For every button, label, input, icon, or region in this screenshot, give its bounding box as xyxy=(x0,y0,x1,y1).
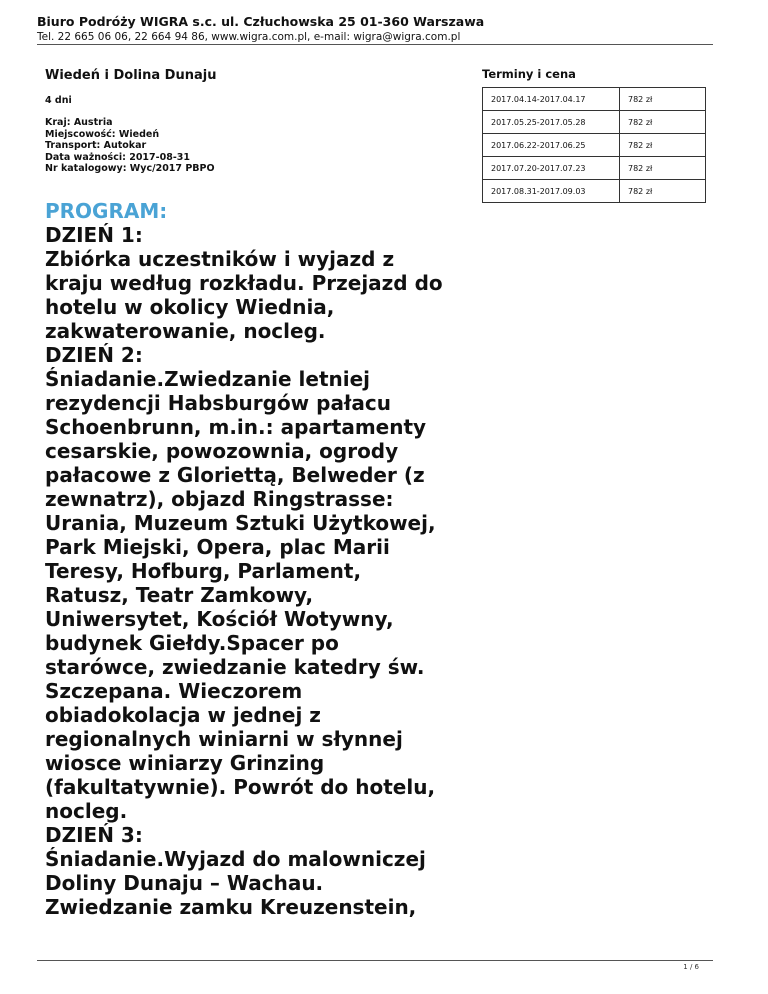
table-row xyxy=(483,134,706,157)
program-line: Śniadanie.Wyjazd do malowniczej xyxy=(45,846,426,871)
footer-divider xyxy=(37,960,713,961)
program-line: zewnatrz), objazd Ringstrasse: xyxy=(45,486,394,511)
program-line: Park Miejski, Opera, plac Marii xyxy=(45,534,390,559)
date-range-cell: 2017.04.14-2017.04.17 xyxy=(483,88,620,111)
program-line: DZIEŃ 3: xyxy=(45,822,143,847)
program-line: hotelu w okolicy Wiednia, xyxy=(45,294,335,319)
prices-title: Terminy i cena xyxy=(482,67,576,81)
program-line: starówce, zwiedzanie katedry św. xyxy=(45,654,425,679)
date-range-cell: 2017.05.25-2017.05.28 xyxy=(483,111,620,134)
program-text xyxy=(45,223,465,919)
header-divider xyxy=(37,44,713,45)
program-line: rezydencji Habsburgów pałacu xyxy=(45,390,391,415)
table-row xyxy=(483,88,706,111)
detail-catalog-number: Nr katalogowy: Wyc/2017 PBPO xyxy=(45,163,215,174)
table-row xyxy=(483,111,706,134)
program-line: regionalnych winiarni w słynnej xyxy=(45,726,403,751)
program-line: Doliny Dunaju – Wachau. xyxy=(45,870,324,895)
tour-description xyxy=(45,67,465,919)
program-line: nocleg. xyxy=(45,798,128,823)
detail-validity: Data ważności: 2017-08-31 xyxy=(45,151,190,163)
program-line: (fakultatywnie). Powrót do hotelu, xyxy=(45,774,436,799)
table-row xyxy=(483,157,706,180)
tour-details xyxy=(45,117,465,175)
program-line: cesarskie, powozownia, ogrody xyxy=(45,438,399,463)
page-number: 1 / 6 xyxy=(683,963,699,971)
program-line: kraju według rozkładu. Przejazd do xyxy=(45,270,443,295)
program-line: pałacowe z Gloriettą, Belweder (z xyxy=(45,462,425,487)
program-line: Szczepana. Wieczorem xyxy=(45,678,303,703)
program-line: DZIEŃ 1: xyxy=(45,222,143,247)
price-cell: 782 zł xyxy=(620,157,706,180)
date-range-cell: 2017.08.31-2017.09.03 xyxy=(483,180,620,203)
program-line: Ratusz, Teatr Zamkowy, xyxy=(45,582,314,607)
program-line: budynek Giełdy.Spacer po xyxy=(45,630,339,655)
program-line: obiadokolacja w jednej z xyxy=(45,702,321,727)
price-cell: 782 zł xyxy=(620,134,706,157)
program-line: Uniwersytet, Kościół Wotywny, xyxy=(45,606,394,631)
date-range-cell: 2017.07.20-2017.07.23 xyxy=(483,157,620,180)
program-heading: PROGRAM: xyxy=(45,198,168,223)
program-line: wiosce winiarzy Grinzing xyxy=(45,750,325,775)
table-row xyxy=(483,180,706,203)
detail-transport: Transport: Autokar xyxy=(45,140,147,151)
program-line: Zbiórka uczestników i wyjazd z xyxy=(45,246,395,271)
detail-country: Kraj: Austria xyxy=(45,117,113,128)
date-range-cell: 2017.06.22-2017.06.25 xyxy=(483,134,620,157)
tour-duration: 4 dni xyxy=(45,95,72,106)
price-cell: 782 zł xyxy=(620,180,706,203)
price-cell: 782 zł xyxy=(620,111,706,134)
price-table xyxy=(482,87,706,203)
price-cell: 782 zł xyxy=(620,88,706,111)
page-header xyxy=(37,14,713,44)
company-contact: Tel. 22 665 06 06, 22 664 94 86, www.wigra.com.pl, e-mail: wigra@wigra.com.pl xyxy=(37,31,461,43)
program-line: Śniadanie.Zwiedzanie letniej xyxy=(45,366,371,391)
company-name: Biuro Podróży WIGRA s.c. ul. Człuchowska 25 01-360 Warszawa xyxy=(37,14,485,29)
program-line: Teresy, Hofburg, Parlament, xyxy=(45,558,362,583)
program-line: DZIEŃ 2: xyxy=(45,342,143,367)
program-line: Zwiedzanie zamku Kreuzenstein, xyxy=(45,894,417,919)
tour-title: Wiedeń i Dolina Dunaju xyxy=(45,68,217,83)
program-line: Schoenbrunn, m.in.: apartamenty xyxy=(45,414,427,439)
program-line: Urania, Muzeum Sztuki Użytkowej, xyxy=(45,510,436,535)
program-line: zakwaterowanie, nocleg. xyxy=(45,318,326,343)
prices-section xyxy=(482,67,707,203)
detail-city: Miejscowość: Wiedeń xyxy=(45,128,160,140)
